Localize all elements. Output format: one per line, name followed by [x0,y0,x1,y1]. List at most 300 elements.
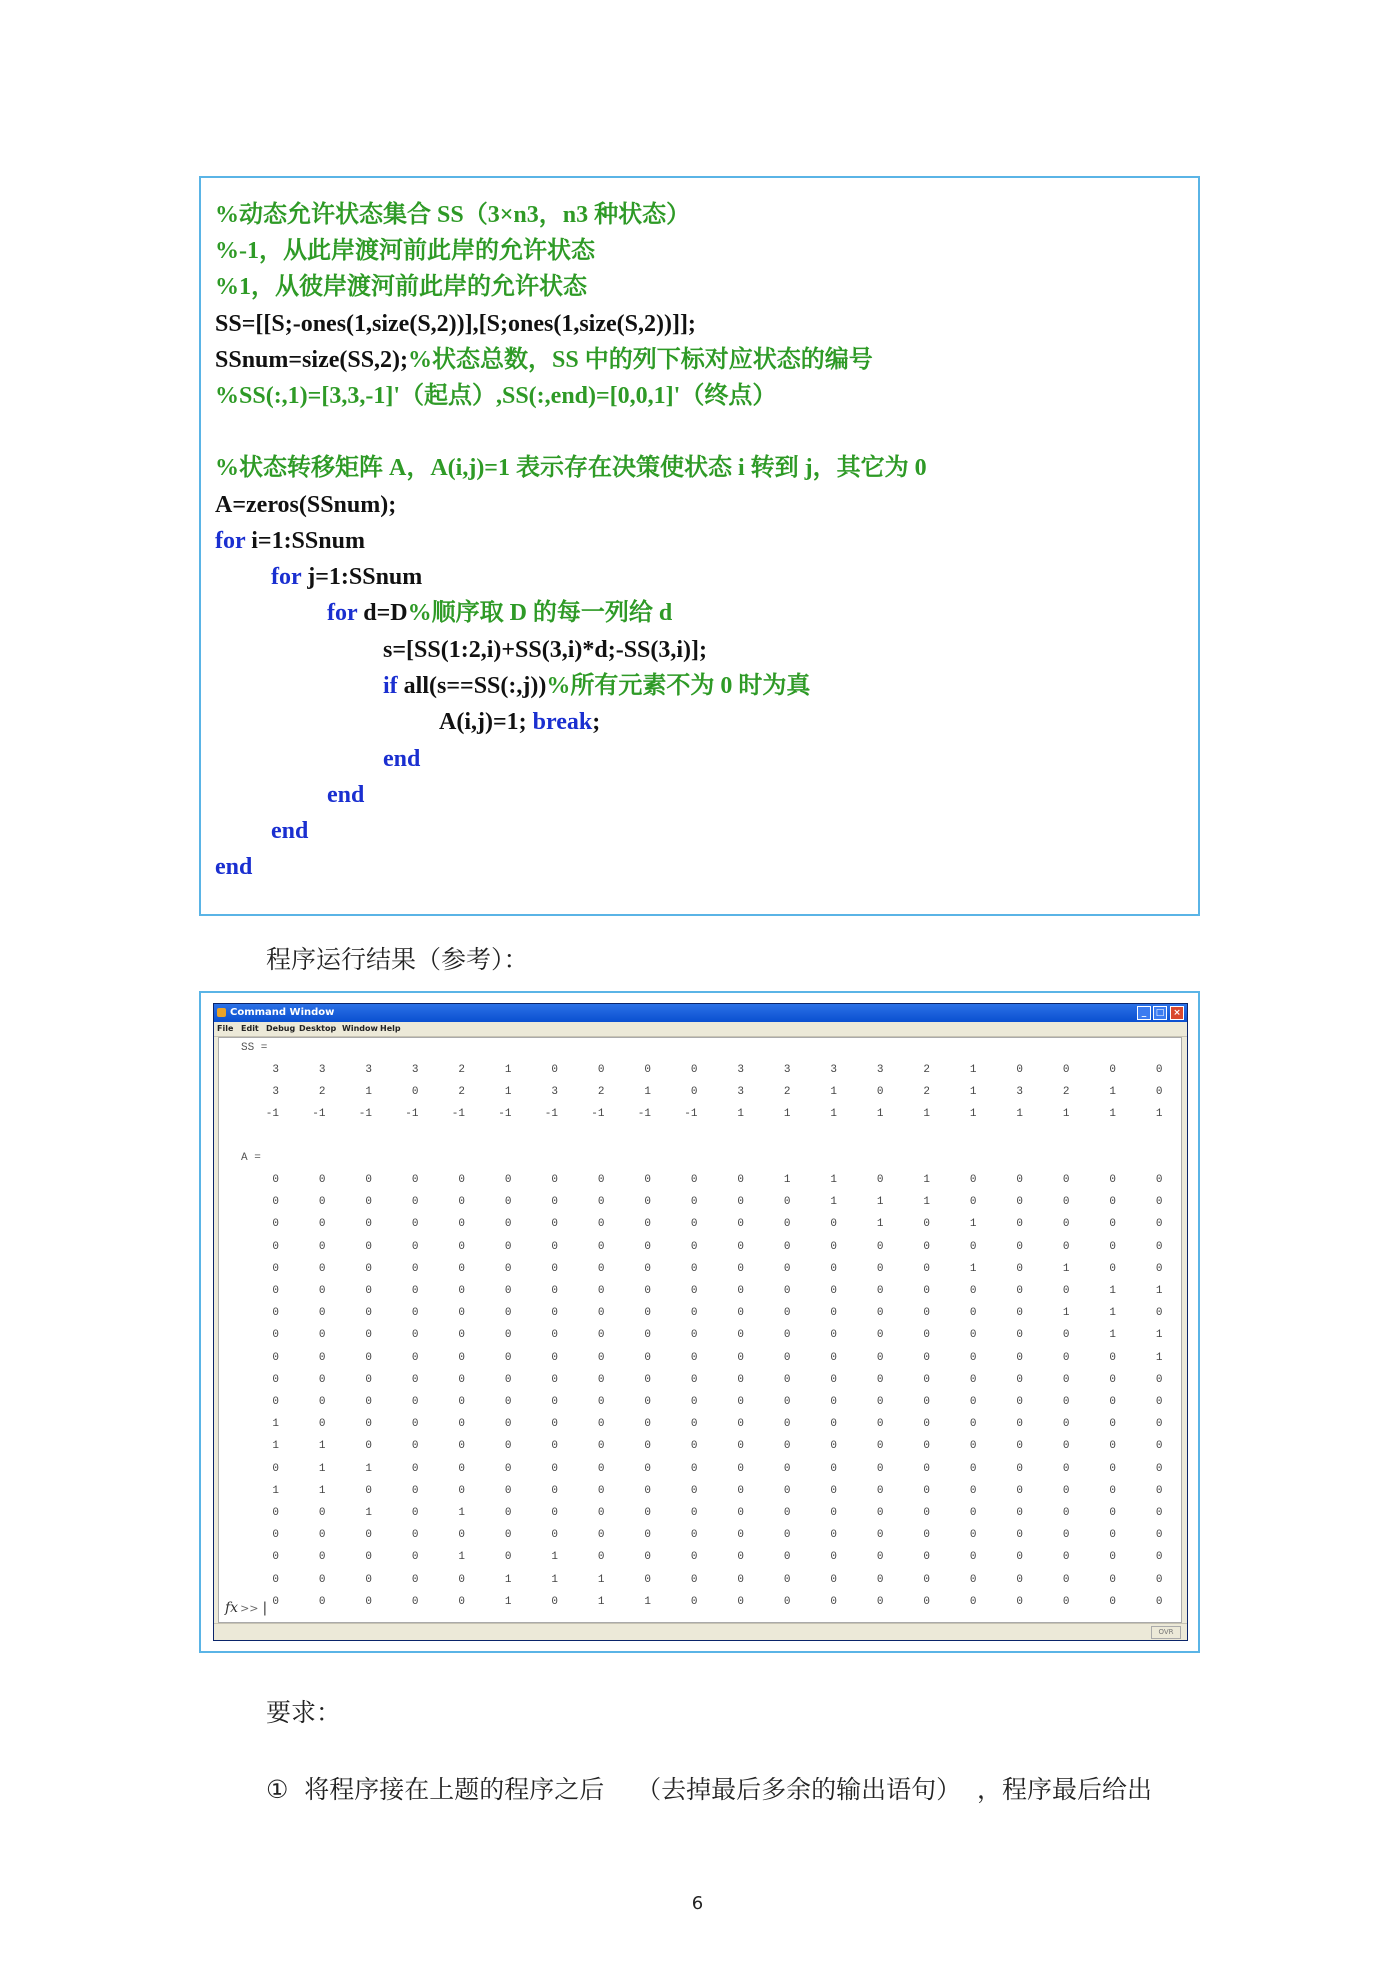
ss-matrix-cell: 1 [1155,1108,1163,1121]
a-matrix-cell: 0 [1155,1307,1163,1320]
menu-desktop[interactable]: Desktop [299,1024,337,1033]
a-matrix-cell: 1 [365,1507,372,1519]
a-matrix-cell: 0 [551,1196,558,1209]
a-matrix-cell: 0 [1016,1240,1023,1253]
a-matrix-cell: 0 [644,1218,651,1231]
a-matrix-cell: 0 [551,1262,558,1275]
ss-matrix-cell: 0 [1016,1064,1023,1076]
a-matrix-cell: 0 [458,1174,465,1186]
ss-matrix-cell: -1 [684,1108,698,1121]
ss-matrix-cell: 2 [458,1086,465,1099]
a-matrix-cell: 0 [690,1418,698,1431]
a-matrix-cell: 0 [783,1285,791,1297]
a-matrix-cell: 0 [1016,1351,1023,1364]
a-matrix-cell: 1 [1109,1329,1116,1342]
a-matrix-cell: 0 [1062,1396,1070,1408]
ss-matrix-cell: 2 [783,1086,791,1099]
menu-debug[interactable]: Debug [266,1024,296,1033]
ss-matrix-cell: 3 [737,1064,744,1076]
a-matrix-cell: 1 [1109,1285,1116,1297]
a-matrix-cell: 0 [318,1418,326,1431]
a-matrix-cell: 0 [969,1174,977,1186]
code-line-1: %动态允许状态集合 SS（3×n3，n3 种状态） [215,202,691,228]
a-matrix-cell: 0 [458,1484,465,1497]
a-matrix-cell: 0 [597,1462,605,1475]
page-number: 6 [691,1893,704,1914]
a-matrix-cell: 0 [1155,1373,1163,1386]
ss-matrix-cell: 2 [318,1086,326,1099]
a-matrix-cell: 0 [1016,1262,1023,1275]
a-matrix-cell: 0 [830,1351,837,1364]
a-matrix-cell: 0 [830,1484,837,1497]
ss-matrix-cell: 1 [1062,1108,1070,1121]
a-matrix-cell: 0 [737,1285,744,1297]
requirement-1: ① 将程序接在上题的程序之后 （去掉最后多余的输出语句） ，程序最后给出 [266,1775,1152,1804]
code-line-6: %SS(:,1)=[3,3,-1]'（起点）,SS(:,end)=[0,0,1]'（终点） [215,383,777,409]
a-matrix-cell: 0 [272,1285,279,1297]
a-matrix-cell: 0 [504,1551,512,1564]
a-matrix-cell: 0 [1155,1262,1163,1275]
a-matrix-cell: 0 [876,1440,884,1453]
a-matrix-cell: 0 [458,1262,465,1275]
a-matrix-cell: 0 [597,1196,605,1209]
a-matrix-cell: 0 [1109,1573,1116,1586]
a-matrix-cell: 0 [783,1240,791,1253]
a-matrix-cell: 0 [923,1507,930,1519]
a-matrix-cell: 0 [1062,1285,1070,1297]
a-matrix-cell: 0 [504,1462,512,1475]
a-matrix-cell: 0 [1109,1418,1116,1431]
a-matrix-cell: 0 [783,1218,791,1231]
a-matrix-cell: 0 [690,1440,698,1453]
a-matrix-cell: 0 [504,1262,512,1275]
a-matrix-cell: 0 [1109,1507,1116,1519]
code-line-10: for j=1:SSnum [271,564,423,590]
a-matrix-cell: 0 [504,1529,512,1542]
a-matrix-cell: 0 [272,1351,279,1364]
a-matrix-cell: 0 [597,1329,605,1342]
a-matrix-cell: 0 [1155,1484,1163,1497]
a-matrix-cell: 0 [597,1507,605,1519]
menu-window[interactable]: Window [342,1024,378,1033]
a-matrix-cell: 0 [551,1529,558,1542]
a-matrix-cell: 0 [458,1418,465,1431]
a-matrix-cell: 0 [318,1573,326,1586]
a-matrix-cell: 0 [504,1174,512,1186]
a-matrix-cell: 0 [923,1418,930,1431]
a-matrix-cell: 0 [551,1484,558,1497]
a-matrix-cell: 0 [923,1595,930,1608]
a-matrix-cell: 0 [411,1396,419,1408]
a-matrix-cell: 0 [1109,1174,1116,1186]
a-matrix-cell: 0 [365,1174,372,1186]
a-matrix-cell: 0 [737,1418,744,1431]
maximize-button[interactable]: □ [1153,1006,1167,1020]
a-matrix-cell: 0 [1062,1196,1070,1209]
a-matrix-cell: 0 [690,1285,698,1297]
a-matrix-cell: 0 [783,1418,791,1431]
a-matrix-cell: 0 [969,1329,977,1342]
a-matrix-cell: 0 [644,1262,651,1275]
code-line-15: end [383,746,421,772]
ss-matrix-cell: 1 [969,1086,977,1099]
a-matrix-cell: 0 [737,1196,744,1209]
a-matrix-cell: 0 [551,1373,558,1386]
menu-file[interactable]: File [217,1024,234,1033]
a-matrix-cell: 0 [318,1196,326,1209]
ss-matrix-cell: 1 [969,1108,977,1121]
ss-matrix-cell: -1 [451,1108,465,1121]
a-matrix-cell: 0 [411,1262,419,1275]
a-matrix-cell: 0 [1155,1218,1163,1231]
ss-matrix-cell: 3 [318,1064,326,1076]
a-matrix-cell: 0 [318,1373,326,1386]
a-matrix-cell: 0 [1062,1529,1070,1542]
a-matrix-cell: 0 [1155,1440,1163,1453]
a-matrix-cell: 0 [830,1373,837,1386]
a-matrix-cell: 0 [411,1285,419,1297]
a-matrix-cell: 0 [411,1551,419,1564]
a-matrix-cell: 1 [272,1484,279,1497]
a-matrix-cell: 1 [923,1196,930,1209]
a-matrix-cell: 0 [551,1507,558,1519]
a-matrix-cell: 0 [597,1551,605,1564]
fx-icon[interactable]: fx [225,1600,239,1616]
ss-matrix-cell: 3 [365,1064,372,1076]
a-matrix-cell: 0 [365,1373,372,1386]
a-matrix-cell: 0 [411,1218,419,1231]
a-matrix-cell: 0 [690,1507,698,1519]
a-matrix-cell: 0 [1062,1351,1070,1364]
a-matrix-cell: 0 [690,1329,698,1342]
a-matrix-cell: 0 [644,1440,651,1453]
ss-matrix-cell: 1 [1109,1108,1116,1121]
a-matrix-cell: 0 [830,1418,837,1431]
a-matrix-cell: 0 [923,1462,930,1475]
a-matrix-cell: 0 [551,1351,558,1364]
a-matrix-cell: 0 [411,1507,419,1519]
a-matrix-cell: 0 [318,1218,326,1231]
a-matrix-cell: 1 [551,1573,558,1586]
ss-matrix-cell: 1 [1016,1108,1023,1121]
a-matrix-cell: 0 [1016,1507,1023,1519]
a-matrix-cell: 1 [458,1507,465,1519]
code-line-14: A(i,j)=1; break; [439,709,601,735]
a-matrix-cell: 0 [365,1196,372,1209]
a-matrix-cell: 0 [504,1507,512,1519]
a-matrix-cell: 0 [318,1551,326,1564]
a-matrix-cell: 0 [458,1218,465,1231]
ss-matrix-cell: 0 [1062,1064,1070,1076]
a-matrix-cell: 0 [876,1484,884,1497]
a-matrix-cell: 0 [551,1595,558,1608]
a-matrix-cell: 0 [830,1507,837,1519]
a-matrix-cell: 0 [551,1418,558,1431]
a-matrix-cell: 0 [783,1529,791,1542]
code-line-13: if all(s==SS(:,j))%所有元素不为 0 时为真 [383,673,811,699]
a-matrix-cell: 0 [597,1307,605,1320]
a-matrix-cell: 0 [783,1196,791,1209]
a-matrix-cell: 0 [1155,1462,1163,1475]
a-matrix-cell: 0 [597,1440,605,1453]
a-matrix-cell: 0 [504,1440,512,1453]
a-matrix-cell: 0 [737,1396,744,1408]
a-matrix-cell: 0 [783,1484,791,1497]
a-matrix-cell: 0 [411,1351,419,1364]
a-matrix-cell: 0 [411,1418,419,1431]
code-line-4: SS=[[S;-ones(1,size(S,2))],[S;ones(1,size(S,2))]]; [215,311,696,337]
menu-edit[interactable]: Edit [241,1024,259,1033]
a-matrix-cell: 0 [504,1196,512,1209]
a-matrix-cell: 0 [830,1285,837,1297]
a-matrix-cell: 0 [504,1418,512,1431]
a-matrix-cell: 0 [737,1440,744,1453]
a-matrix-cell: 0 [923,1285,930,1297]
a-matrix-cell: 0 [737,1529,744,1542]
ss-matrix-cell: 3 [1016,1086,1023,1099]
a-matrix-cell: 0 [1062,1329,1070,1342]
a-matrix-cell: 0 [1062,1218,1070,1231]
a-matrix-cell: 0 [597,1174,605,1186]
a-matrix-cell: 0 [365,1240,372,1253]
a-matrix-cell: 0 [737,1507,744,1519]
a-matrix-cell: 0 [830,1529,837,1542]
a-matrix-cell: 0 [597,1484,605,1497]
ss-matrix-cell: 1 [365,1086,372,1099]
a-matrix-cell: 0 [690,1262,698,1275]
a-matrix-cell: 0 [504,1285,512,1297]
a-matrix-cell: 0 [1109,1551,1116,1564]
a-matrix-cell: 0 [783,1307,791,1320]
a-matrix-cell: 0 [365,1440,372,1453]
code-line-11: for d=D%顺序取 D 的每一列给 d [327,600,673,626]
a-matrix-cell: 0 [272,1595,279,1608]
a-matrix-cell: 0 [551,1218,558,1231]
command-prompt[interactable] [225,1600,267,1616]
minimize-button[interactable]: _ [1137,1006,1151,1020]
a-matrix-cell: 0 [458,1595,465,1608]
a-matrix-cell: 0 [644,1240,651,1253]
ss-matrix-cell: 3 [830,1064,837,1076]
a-matrix-cell: 0 [969,1396,977,1408]
a-matrix-cell: 0 [1155,1551,1163,1564]
ss-matrix-cell: 2 [597,1086,605,1099]
a-matrix-cell: 0 [272,1262,279,1275]
a-matrix-cell: 0 [644,1285,651,1297]
a-matrix-cell: 0 [690,1196,698,1209]
a-matrix-cell: 0 [551,1174,558,1186]
menu-help[interactable]: Help [380,1024,401,1033]
a-matrix-cell: 0 [969,1573,977,1586]
a-matrix-cell: 0 [644,1507,651,1519]
a-matrix-cell: 0 [458,1307,465,1320]
a-matrix-cell: 0 [597,1529,605,1542]
a-matrix-cell: 0 [318,1396,326,1408]
a-matrix-cell: 0 [690,1396,698,1408]
a-matrix-cell: 0 [690,1595,698,1608]
a-matrix-cell: 0 [644,1307,651,1320]
a-matrix-cell: 0 [1109,1218,1116,1231]
a-matrix-cell: 0 [830,1307,837,1320]
a-matrix-cell: 0 [365,1551,372,1564]
a-matrix-cell: 0 [690,1551,698,1564]
a-matrix-cell: 0 [411,1484,419,1497]
a-matrix-cell: 0 [504,1396,512,1408]
a-matrix-cell: 0 [1016,1285,1023,1297]
a-matrix-cell: 0 [737,1573,744,1586]
ss-matrix-cell: 3 [551,1086,558,1099]
a-matrix-cell: 0 [876,1462,884,1475]
a-matrix-cell: 0 [1155,1595,1163,1608]
a-matrix-cell: 0 [365,1484,372,1497]
a-matrix-cell: 0 [1016,1174,1023,1186]
a-matrix-cell: 0 [597,1218,605,1231]
a-matrix-cell: 0 [1016,1595,1023,1608]
a-matrix-cell: 0 [1016,1307,1023,1320]
a-matrix-cell: 0 [272,1196,279,1209]
a-matrix-cell: 1 [318,1440,326,1453]
a-matrix-cell: 0 [690,1240,698,1253]
a-matrix-cell: 1 [969,1218,977,1231]
a-matrix-cell: 0 [876,1307,884,1320]
a-matrix-cell: 0 [783,1262,791,1275]
a-matrix-cell: 0 [644,1373,651,1386]
a-matrix-cell: 0 [1016,1196,1023,1209]
a-matrix-cell: 0 [969,1440,977,1453]
close-button[interactable]: × [1170,1006,1184,1020]
window-title: Command Window [230,1007,335,1018]
a-matrix-cell: 0 [876,1573,884,1586]
a-matrix-cell: 0 [1016,1396,1023,1408]
menu-bar [214,1022,1187,1037]
a-matrix-cell: 0 [597,1240,605,1253]
a-matrix-cell: 0 [737,1174,744,1186]
a-matrix-cell: 0 [411,1529,419,1542]
a-matrix-cell: 0 [876,1418,884,1431]
ss-matrix-cell: 3 [411,1064,419,1076]
a-label: A = [241,1152,261,1164]
a-matrix-cell: 0 [830,1240,837,1253]
a-matrix-cell: 0 [1016,1440,1023,1453]
a-matrix-cell: 1 [783,1174,791,1186]
a-matrix-cell: 0 [923,1240,930,1253]
a-matrix-cell: 0 [969,1507,977,1519]
a-matrix-cell: 0 [458,1573,465,1586]
a-matrix-cell: 0 [504,1240,512,1253]
a-matrix-cell: 0 [1062,1551,1070,1564]
ss-matrix-cell: 2 [923,1086,930,1099]
a-matrix-cell: 0 [644,1529,651,1542]
a-matrix-cell: 1 [1155,1351,1163,1364]
a-matrix-cell: 0 [737,1595,744,1608]
a-matrix-cell: 0 [737,1240,744,1253]
a-matrix-cell: 0 [690,1307,698,1320]
a-matrix-cell: 0 [1155,1529,1163,1542]
a-matrix-cell: 0 [365,1262,372,1275]
a-matrix-cell: 0 [1109,1484,1116,1497]
a-matrix-cell: 0 [365,1573,372,1586]
ss-matrix-cell: 1 [504,1086,512,1099]
a-matrix-cell: 0 [830,1396,837,1408]
a-matrix-cell: 1 [551,1551,558,1564]
ss-matrix-cell: 0 [1155,1064,1163,1076]
ss-matrix-cell: 0 [1155,1086,1163,1099]
ss-matrix-cell: 3 [783,1064,791,1076]
ss-matrix-cell: 3 [272,1064,279,1076]
a-matrix-cell: 0 [830,1218,837,1231]
a-matrix-cell: 0 [876,1285,884,1297]
a-matrix-cell: 0 [737,1307,744,1320]
title-bar [214,1004,1187,1022]
a-matrix-cell: 0 [876,1551,884,1564]
a-matrix-cell: 0 [783,1462,791,1475]
requirements-heading: 要求： [266,1698,342,1727]
a-matrix-cell: 0 [272,1551,279,1564]
a-matrix-cell: 0 [597,1418,605,1431]
a-matrix-cell: 0 [318,1351,326,1364]
code-line-18: end [215,854,253,880]
a-matrix-cell: 0 [737,1262,744,1275]
a-matrix-cell: 0 [1062,1595,1070,1608]
a-matrix-cell: 0 [1062,1174,1070,1186]
a-matrix-cell: 0 [690,1174,698,1186]
console-output[interactable] [218,1037,1182,1623]
a-matrix-cell: 0 [318,1529,326,1542]
a-matrix-cell: 1 [458,1551,465,1564]
a-matrix-cell: 0 [969,1240,977,1253]
a-matrix-cell: 0 [969,1484,977,1497]
a-matrix-cell: 1 [504,1573,512,1586]
a-matrix-cell: 1 [876,1196,884,1209]
a-matrix-cell: 0 [969,1418,977,1431]
a-matrix-cell: 0 [272,1307,279,1320]
a-matrix-cell: 0 [830,1262,837,1275]
a-matrix-cell: 1 [504,1595,512,1608]
ss-matrix-cell: 1 [969,1064,977,1076]
a-matrix-cell: 0 [365,1285,372,1297]
a-matrix-cell: 0 [690,1462,698,1475]
a-matrix-cell: 0 [969,1551,977,1564]
ss-matrix-cell: 0 [551,1064,558,1076]
a-matrix-cell: 0 [969,1462,977,1475]
a-matrix-cell: 0 [272,1174,279,1186]
a-matrix-cell: 0 [272,1329,279,1342]
ss-matrix-cell: 0 [876,1086,884,1099]
a-matrix-cell: 0 [551,1440,558,1453]
a-matrix-cell: 0 [876,1329,884,1342]
a-matrix-cell: 1 [1155,1329,1163,1342]
a-matrix-cell: 1 [318,1462,326,1475]
a-matrix-cell: 0 [923,1551,930,1564]
a-matrix-cell: 0 [1016,1484,1023,1497]
a-matrix-cell: 0 [597,1285,605,1297]
ss-matrix-cell: 2 [1062,1086,1070,1099]
ss-matrix-cell: -1 [405,1108,419,1121]
a-matrix-cell: 0 [737,1462,744,1475]
a-matrix-cell: 0 [365,1418,372,1431]
a-matrix-cell: 0 [1109,1595,1116,1608]
a-matrix-cell: 0 [1109,1462,1116,1475]
a-matrix-cell: 0 [737,1329,744,1342]
a-matrix-cell: 0 [644,1351,651,1364]
a-matrix-cell: 0 [737,1551,744,1564]
a-matrix-cell: 0 [1016,1551,1023,1564]
a-matrix-cell: 1 [644,1595,651,1608]
a-matrix-cell: 0 [458,1240,465,1253]
a-matrix-cell: 0 [272,1396,279,1408]
a-matrix-cell: 0 [644,1573,651,1586]
a-matrix-cell: 0 [876,1262,884,1275]
